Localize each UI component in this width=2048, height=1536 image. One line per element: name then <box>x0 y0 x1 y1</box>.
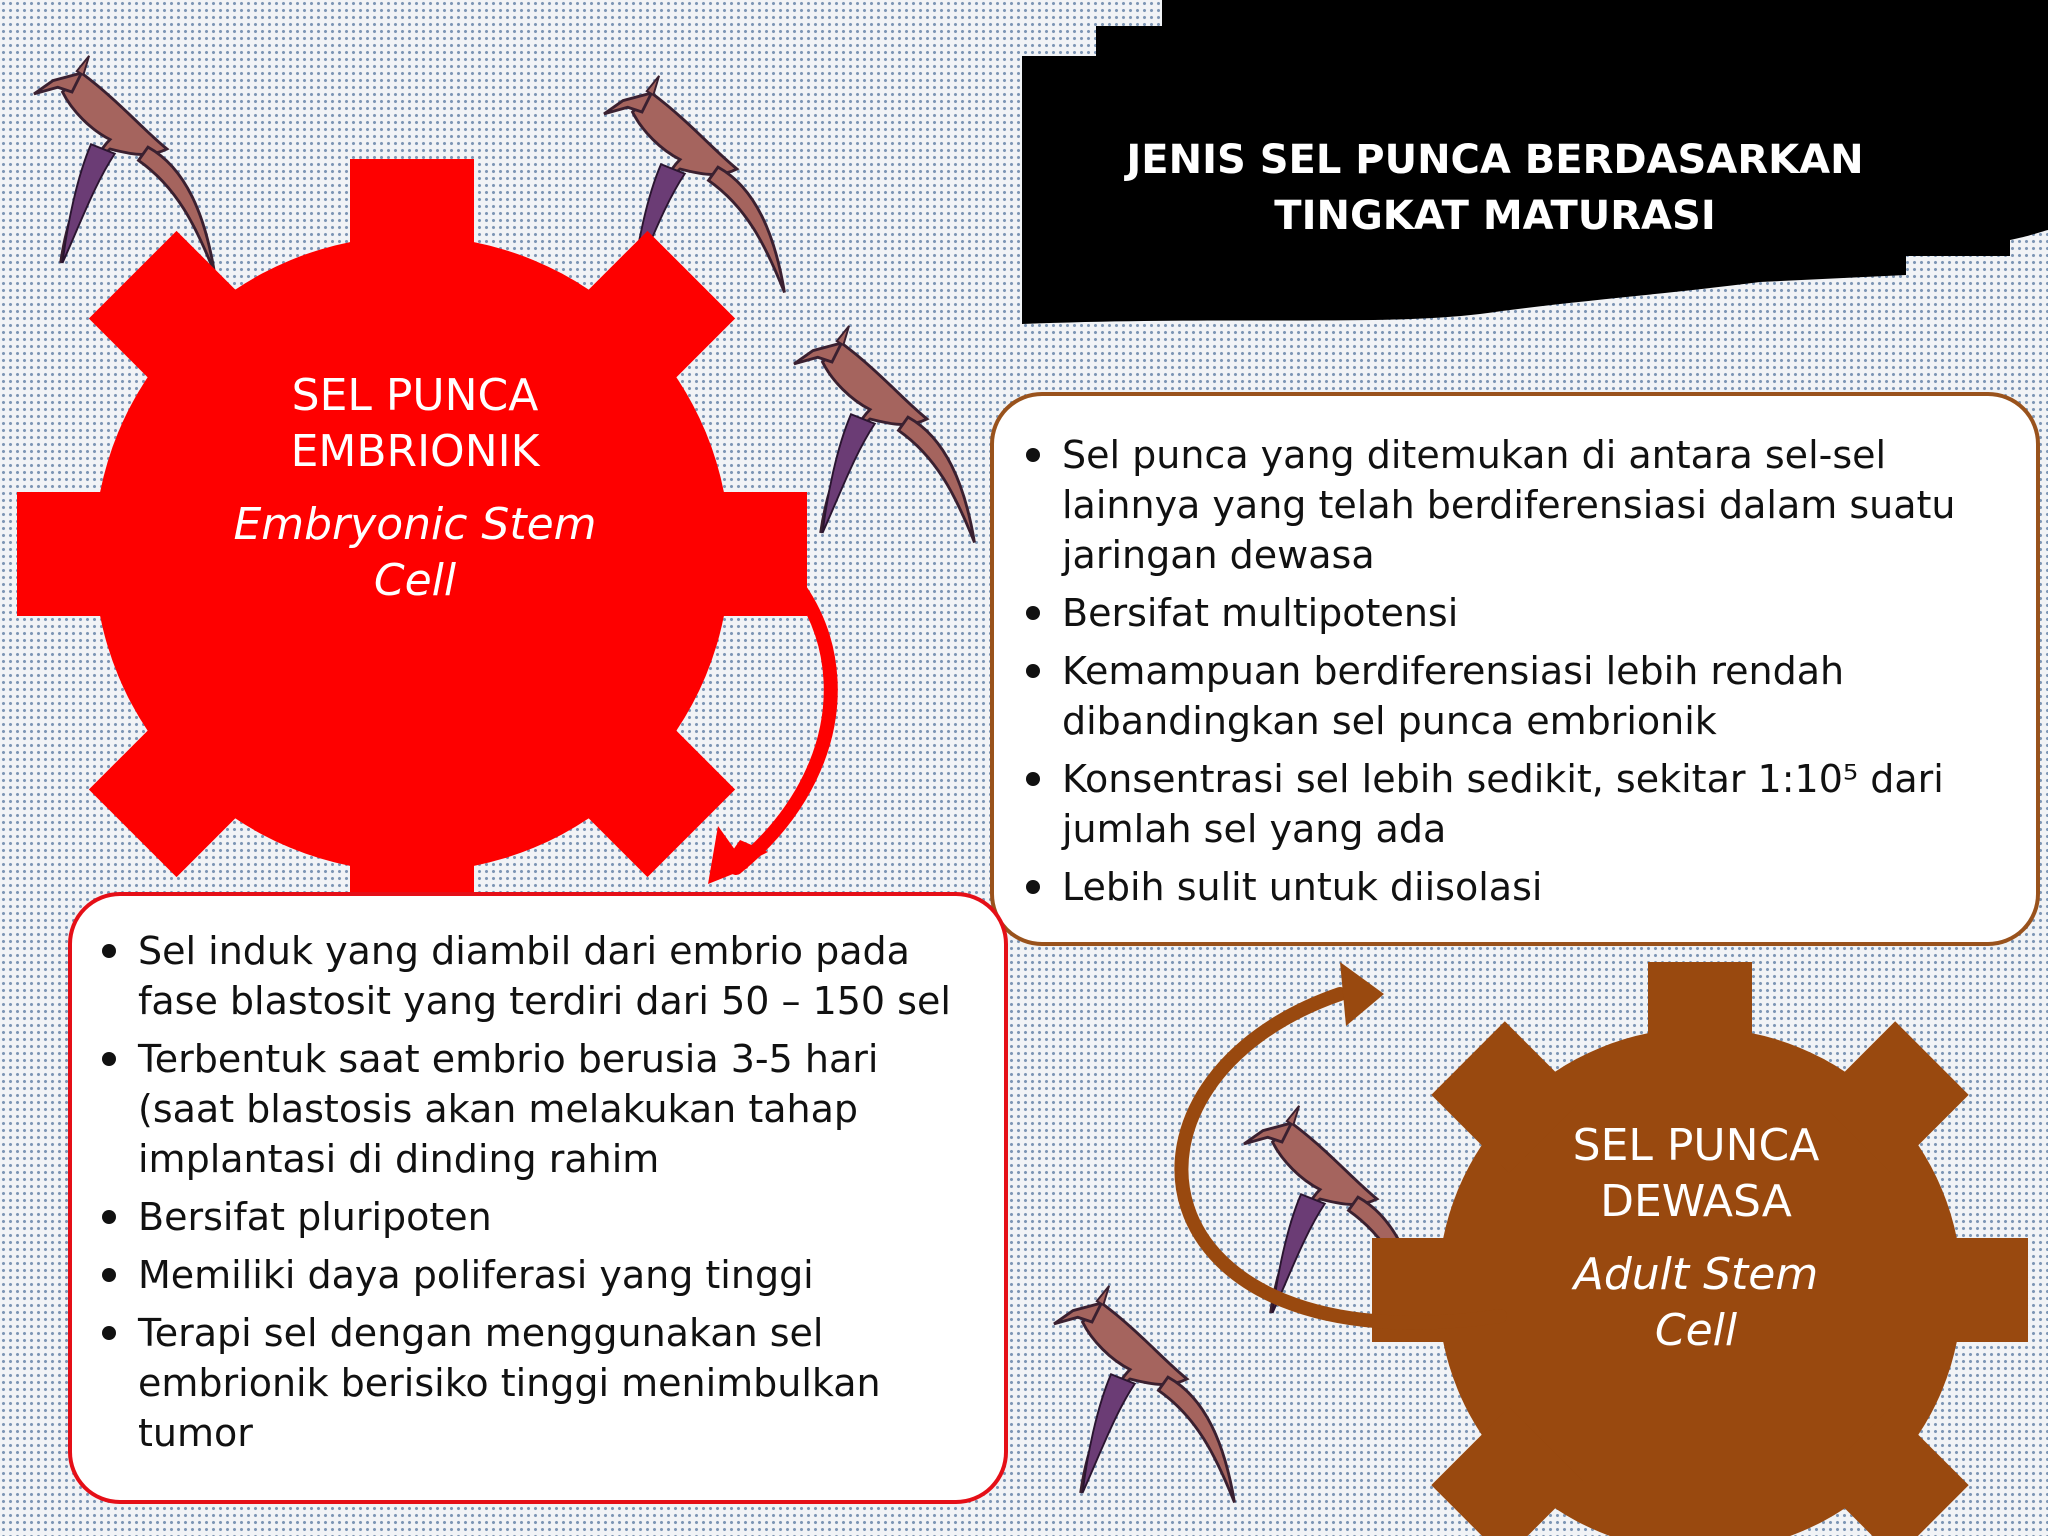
adult-latin-line-1: Adult Stem <box>1573 1248 1819 1300</box>
title-line-1: JENIS SEL PUNCA BERDASARKAN <box>1126 137 1864 183</box>
page-title <box>1060 132 1930 244</box>
embryonic-bullet-item: Terbentuk saat embrio berusia 3-5 hari (saat blastosis akan melakukan tahap implantasi di dinding rahim <box>102 1034 980 1184</box>
embryonic-bullet-item: Sel induk yang diambil dari embrio pada fase blastosit yang terdiri dari 50 – 150 sel <box>102 926 980 1026</box>
embryonic-description-box <box>68 892 1008 1504</box>
embryonic-name-line-2: EMBRIONIK <box>290 426 540 478</box>
adult-bullet-item: Bersifat multipotensi <box>1026 588 2006 638</box>
adult-name-line-1: SEL PUNCA <box>1572 1120 1820 1171</box>
embryonic-bullet-item: Memiliki daya poliferasi yang tinggi <box>102 1250 980 1300</box>
embryonic-bullet-item: Terapi sel dengan menggunakan sel embrionik berisiko tinggi menimbulkan tumor <box>102 1308 980 1458</box>
pterodactyl-icon <box>1054 1286 1235 1503</box>
pterodactyl-icon <box>34 56 215 273</box>
adult-bullet-list <box>1026 430 2006 912</box>
adult-latin-line-2: Cell <box>1654 1304 1738 1356</box>
adult-description-box <box>990 392 2040 946</box>
adult-bullet-item: Sel punca yang ditemukan di antara sel-sel lainnya yang telah berdiferensiasi dalam suatu jaringan dewasa <box>1026 430 2006 580</box>
embryonic-bullet-list <box>102 926 980 1458</box>
embryonic-name-line-1: SEL PUNCA <box>291 370 539 421</box>
adult-name-line-2: DEWASA <box>1600 1176 1792 1228</box>
embryonic-bullet-item: Bersifat pluripoten <box>102 1192 980 1242</box>
embryonic-latin-line-2: Cell <box>373 554 457 606</box>
adult-bullet-item: Kemampuan berdiferensiasi lebih rendah dibandingkan sel punca embrionik <box>1026 646 2006 746</box>
title-line-2: TINGKAT MATURASI <box>1274 193 1716 239</box>
embryonic-latin-line-1: Embryonic Stem <box>233 498 597 550</box>
adult-gear-label <box>1476 1118 1916 1359</box>
embryonic-gear-label <box>200 368 630 609</box>
adult-bullet-item: Konsentrasi sel lebih sedikit, sekitar 1:10⁵ dari jumlah sel yang ada <box>1026 754 2006 854</box>
pterodactyl-icon <box>794 326 975 543</box>
adult-bullet-item: Lebih sulit untuk diisolasi <box>1026 862 2006 912</box>
